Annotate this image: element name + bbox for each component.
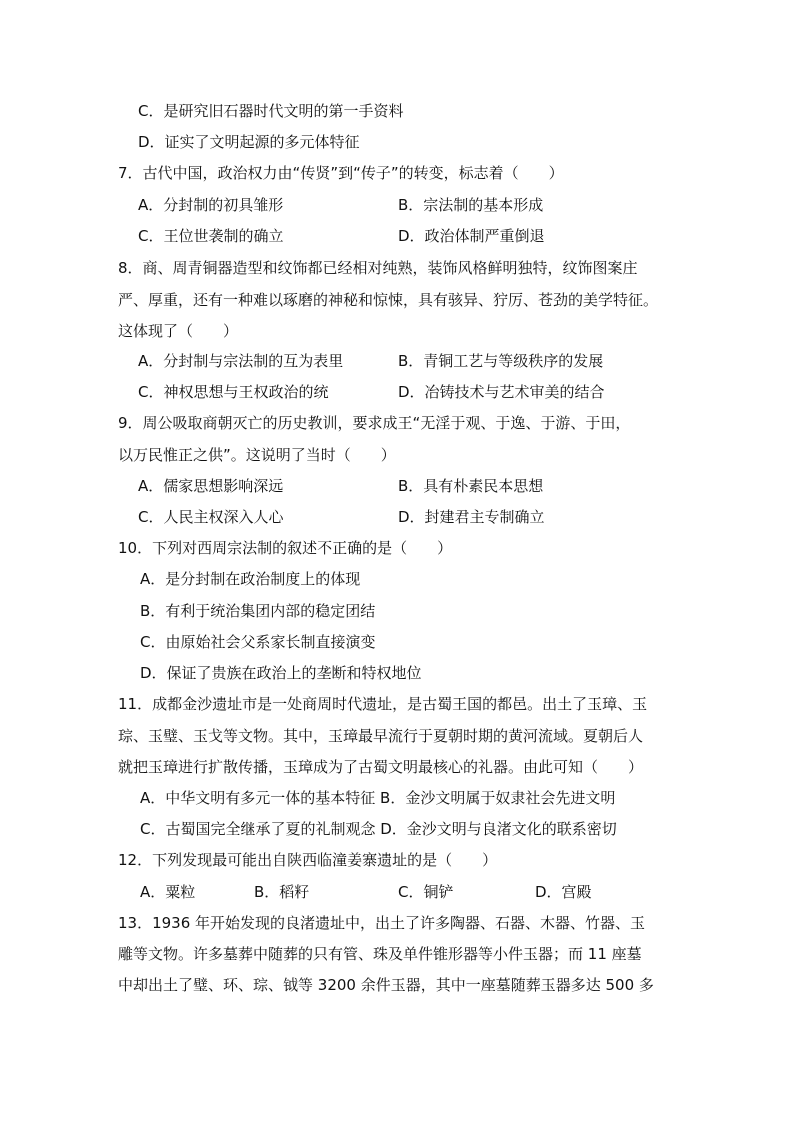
q9-option-b: B．具有朴素民本思想: [398, 477, 544, 495]
q9-stem-line1: 9．周公吸取商朝灭亡的历史教训，要求成王“无淫于观、于逸、于游、于田，: [118, 414, 631, 432]
q11-stem-line2: 琮、玉璧、玉戈等文物。其中，玉璋最早流行于夏朝时期的黄河流域。夏朝后人: [118, 727, 644, 745]
q11-options-ab: A．中华文明有多元一体的基本特征 B．金沙文明属于奴隶社会先进文明: [140, 789, 616, 807]
q8-option-c: C．神权思想与王权政治的统: [138, 383, 329, 401]
q7-stem: 7．古代中国，政治权力由“传贤”到“传子”的转变，标志着（ ）: [118, 164, 564, 182]
q6-option-c: C．是研究旧石器时代文明的第一手资料: [138, 102, 404, 120]
q8-option-d: D．冶铸技术与艺术审美的结合: [398, 383, 605, 401]
q8-stem-line2: 严、厚重，还有一种难以琢磨的神秘和惊悚，具有骇异、狞厉、苍劲的美学特征。: [118, 291, 659, 309]
q10-option-c: C．由原始社会父系家长制直接演变: [140, 633, 376, 651]
q12-stem: 12．下列发现最可能出自陕西临潼姜寨遗址的是（ ）: [118, 851, 498, 869]
q10-option-b: B．有利于统治集团内部的稳定团结: [140, 602, 376, 620]
q7-option-b: B．宗法制的基本形成: [398, 196, 544, 214]
q11-stem-line1: 11．成都金沙遗址市是一处商周时代遗址，是古蜀王国的都邑。出土了玉璋、玉: [118, 695, 648, 713]
q13-stem-line2: 雕等文物。许多墓葬中随葬的只有管、珠及单件锥形器等小件玉器；而 11 座墓: [118, 945, 642, 963]
q8-stem-line3: 这体现了（ ）: [118, 322, 239, 340]
q8-option-b: B．青铜工艺与等级秩序的发展: [398, 352, 604, 370]
q8-stem-line1: 8．商、周青铜器造型和纹饰都已经相对纯熟，装饰风格鲜明独特，纹饰图案庄: [118, 259, 638, 277]
q9-option-d: D．封建君主专制确立: [398, 508, 545, 526]
q13-stem-line3: 中却出土了璧、环、琮、钺等 3200 余件玉器，其中一座墓随葬玉器多达 500 多: [118, 976, 654, 994]
q9-option-c: C．人民主权深入人心: [138, 508, 284, 526]
q10-stem: 10．下列对西周宗法制的叙述不正确的是（ ）: [118, 539, 453, 557]
q11-stem-line3: 就把玉璋进行扩散传播，玉璋成为了古蜀文明最核心的礼器。由此可知（ ）: [118, 758, 644, 776]
q7-option-d: D．政治体制严重倒退: [398, 227, 545, 245]
q13-stem-line1: 13．1936 年开始发现的良渚遗址中，出土了许多陶器、石器、木器、竹器、玉: [118, 914, 646, 932]
q8-option-a: A．分封制与宗法制的互为表里: [138, 352, 344, 370]
q9-option-a: A．儒家思想影响深远: [138, 477, 284, 495]
q10-option-d: D．保证了贵族在政治上的垄断和特权地位: [140, 664, 422, 682]
q10-option-a: A．是分封制在政治制度上的体现: [140, 570, 361, 588]
q6-option-d: D．证实了文明起源的多元体特征: [138, 133, 360, 151]
q9-stem-line2: 以万民惟正之供”。这说明了当时（ ）: [118, 446, 396, 464]
q12-option-c: C．铜铲: [398, 883, 454, 901]
q7-option-c: C．王位世袭制的确立: [138, 227, 284, 245]
q12-option-b: B．稻籽: [254, 883, 310, 901]
q12-option-d: D．宫殿: [535, 883, 592, 901]
q11-options-cd: C．古蜀国完全继承了夏的礼制观念 D．金沙文明与良渚文化的联系密切: [140, 820, 617, 838]
q7-option-a: A．分封制的初具雏形: [138, 196, 284, 214]
q12-option-a: A．粟粒: [140, 883, 196, 901]
